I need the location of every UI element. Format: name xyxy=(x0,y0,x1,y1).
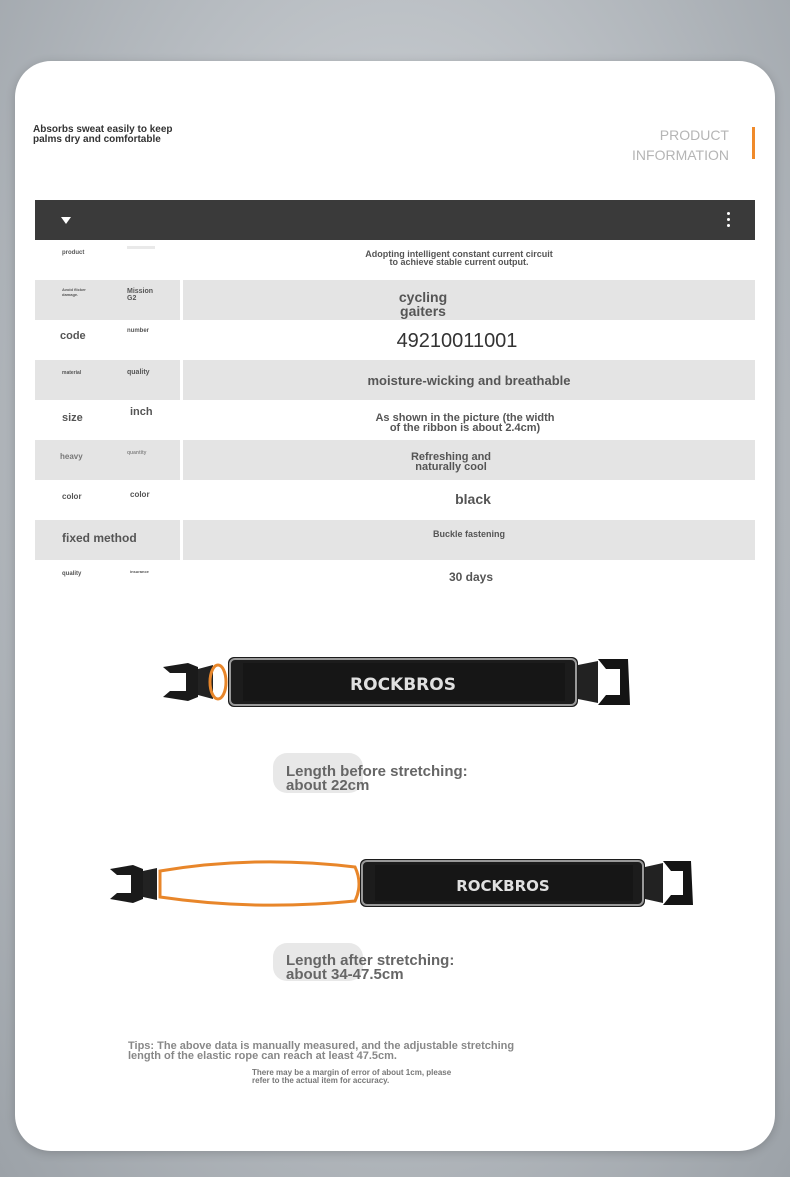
table-header-bar xyxy=(35,200,755,240)
table-row xyxy=(35,520,755,560)
more-options-icon[interactable] xyxy=(727,212,731,230)
row-sublabel: color xyxy=(130,490,150,499)
row-sublabel: insurance xyxy=(130,569,149,574)
value-cell xyxy=(183,480,755,520)
row-value: 30 days xyxy=(448,570,494,584)
brand-logo-1: ROCKBROS xyxy=(350,675,456,695)
table-row xyxy=(35,320,755,360)
row-label: fixed method xyxy=(62,531,137,545)
row-value: Refreshing and naturally cool xyxy=(410,451,492,473)
label-cell xyxy=(35,320,180,360)
row-label: color xyxy=(62,492,82,501)
row-label: heavy xyxy=(60,452,83,461)
row-value: Buckle fastening xyxy=(432,529,506,539)
value-cell xyxy=(183,240,755,280)
row-label: Avoid flicker damage. xyxy=(62,287,86,297)
row-label: material xyxy=(62,370,82,376)
table-row xyxy=(35,400,755,440)
table-row xyxy=(35,560,755,600)
value-cell xyxy=(183,440,755,480)
row-label: code xyxy=(60,330,86,342)
brand-logo-2: ROCKBROS xyxy=(456,877,550,895)
strap-stretched-image xyxy=(105,851,695,917)
section-title-line-1: PRODUCT xyxy=(659,127,729,143)
table-row xyxy=(35,440,755,480)
row-label: quality xyxy=(62,571,82,577)
value-cell xyxy=(183,360,755,400)
tips-note: There may be a margin of error of about 1cm, please refer to the actual item for accuracy. xyxy=(252,1068,452,1085)
row-value: black xyxy=(455,491,491,507)
row-sublabel: inch xyxy=(130,406,153,418)
row-value: cycling gaiters xyxy=(398,289,448,319)
value-cell xyxy=(183,560,755,600)
row-sublabel: quality xyxy=(127,369,150,376)
label-cell xyxy=(35,240,180,280)
row-label: product xyxy=(62,250,85,256)
row-sublabel: Mission G2 xyxy=(127,288,154,302)
intro-text: Absorbs sweat easily to keep palms dry and comfortable xyxy=(33,124,173,145)
label-cell xyxy=(35,480,180,520)
label-cell xyxy=(35,560,180,600)
value-cell xyxy=(183,320,755,360)
row-value: As shown in the picture (the width of the ribbon is about 2.4cm) xyxy=(375,412,555,434)
strap-unstretched-image xyxy=(158,647,633,717)
table-row xyxy=(35,360,755,400)
row-value: moisture-wicking and breathable xyxy=(367,373,571,388)
row-label: size xyxy=(62,412,83,424)
product-info-card xyxy=(15,61,775,1151)
row-sublabel-placeholder xyxy=(127,246,155,249)
value-cell xyxy=(183,400,755,440)
value-cell xyxy=(183,520,755,560)
label-cell xyxy=(35,440,180,480)
tips-text: Tips: The above data is manually measured, and the adjustable stretching length of the elastic rope can reach at least 47.5cm. xyxy=(128,1040,515,1062)
section-title-line-2: INFORMATION xyxy=(632,147,729,163)
row-value: Adopting intelligent constant current circuit to achieve stable current output. xyxy=(365,249,553,267)
caption-before-stretching: Length before stretching: about 22cm xyxy=(286,763,468,794)
row-value: 49210011001 xyxy=(396,330,518,352)
label-cell xyxy=(35,400,180,440)
value-cell xyxy=(183,280,755,320)
caption-after-stretching: Length after stretching: about 34-47.5cm xyxy=(286,952,455,983)
table-row xyxy=(35,240,755,280)
row-sublabel: quantity xyxy=(127,450,147,456)
caret-down-icon[interactable] xyxy=(61,217,71,224)
table-row xyxy=(35,280,755,320)
label-cell xyxy=(35,360,180,400)
table-row xyxy=(35,480,755,520)
accent-bar xyxy=(752,127,755,159)
section-title xyxy=(632,125,729,165)
row-sublabel: number xyxy=(127,328,150,334)
label-cell xyxy=(35,520,180,560)
